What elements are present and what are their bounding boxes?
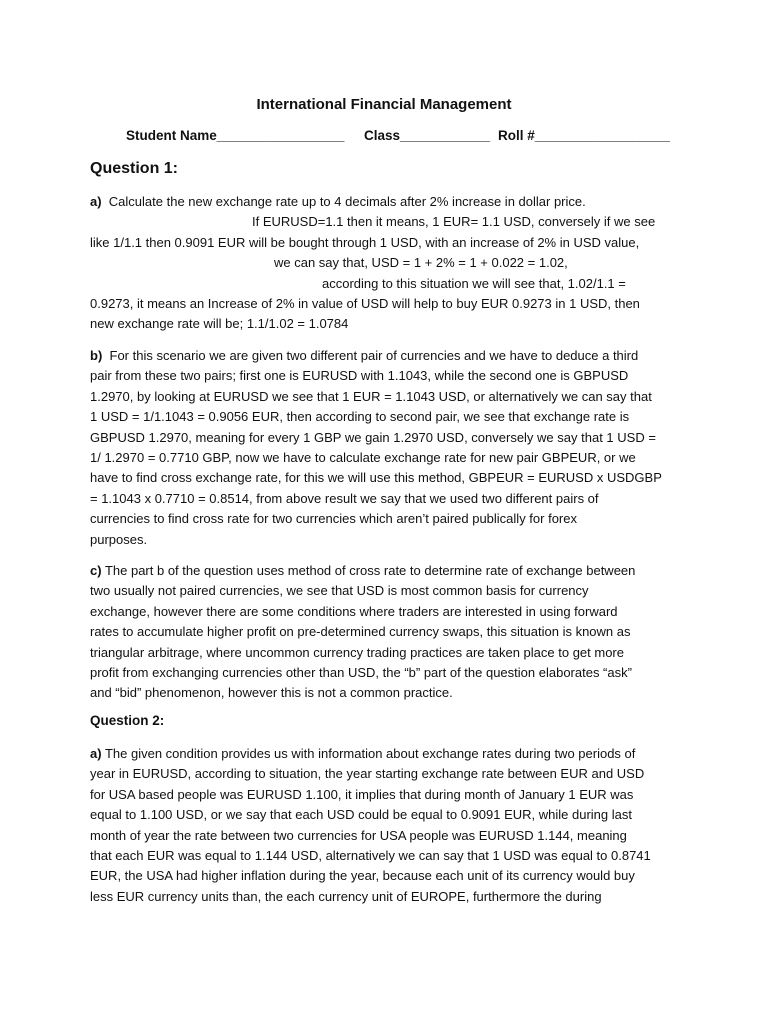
q1-part-a [90,192,680,335]
question-1-heading: Question 1: [90,160,179,177]
text-line: a) The given condition provides us with information about exchange rates during two periods of [90,746,636,761]
text-line: and “bid” phenomenon, however this is not a common practice. [90,685,453,701]
text-line: like 1/1.1 then 0.9091 EUR will be bought through 1 USD, with an increase of 2% in USD value, [90,234,640,250]
q1-part-b [90,346,680,550]
page-title: International Financial Management [256,96,512,113]
text-line: a) Calculate the new exchange rate up to 4 decimals after 2% increase in dollar price. [90,194,586,209]
text-line: c) The part b of the question uses method of cross rate to determine rate of exchange between [90,563,636,578]
roll-number-field: Roll #__________________ [498,128,670,143]
text-line: If EURUSD=1.1 then it means, 1 EUR= 1.1 USD, conversely if we see [252,214,656,230]
text-line: two usually not paired currencies, we see that USD is most common basis for currency [90,583,589,599]
class-field: Class____________ [364,128,491,143]
text-line: 1/ 1.2970 = 0.7710 GBP, now we have to calculate exchange rate for new pair GBPEUR, or we [90,450,636,466]
text-line: GBPUSD 1.2970, meaning for every 1 GBP we gain 1.2970 USD, conversely we say that 1 USD = [90,429,656,445]
part-label: b) [90,348,103,363]
text-line: that each EUR was equal to 1.144 USD, alternatively we can say that 1 USD was equal to 0.8741 [90,848,651,864]
question-2-heading: Question 2: [90,713,165,728]
q2-part-a [90,744,680,907]
text-line: month of year the rate between two currencies for USA people was EURUSD 1.144, meaning [90,827,627,843]
q1-part-c [90,561,680,704]
student-name-field: Student Name_________________ [126,128,345,143]
text-line: pair from these two pairs; first one is EURUSD with 1.1043, while the second one is GBPUSD [90,368,629,384]
text-line: new exchange rate will be; 1.1/1.02 = 1.0784 [90,316,349,332]
text-line: triangular arbitrage, where uncommon currency trading practices are taken place to get more [90,644,624,660]
text-line: exchange, however there are some conditions where traders are interested in using forward [90,603,618,619]
part-label: a) [90,194,102,209]
part-label: a) [90,746,102,761]
text-line: according to this situation we will see that, 1.02/1.1 = [322,275,626,291]
text-line: equal to 1.100 USD, or we say that each USD could be equal to 0.9091 EUR, while during last [90,807,632,823]
text-line: currencies to find cross rate for two currencies which aren’t paired publically for forex [90,511,577,527]
text-line: = 1.1043 x 0.7710 = 0.8514, from above result we say that we used two different pairs of [90,490,599,506]
part-label: c) [90,563,102,578]
text-line: purposes. [90,531,148,547]
text-line: have to find cross exchange rate, for this we will use this method, GBPEUR = EURUSD x USDGBP [90,470,662,486]
text-line: we can say that, USD = 1 + 2% = 1 + 0.022 = 1.02, [274,255,568,271]
text-line: less EUR currency units than, the each currency unit of EUROPE, furthermore the during [90,888,602,904]
text-line: b) For this scenario we are given two different pair of currencies and we have to deduce a third [90,348,639,363]
text-line: 1 USD = 1/1.1043 = 0.9056 EUR, then according to second pair, we see that exchange rate is [90,409,630,425]
text-line: 0.9273, it means an Increase of 2% in value of USD will help to buy EUR 0.9273 in 1 USD, then [90,296,640,312]
text-line: year in EURUSD, according to situation, the year starting exchange rate between EUR and USD [90,766,645,782]
text-line: for USA based people was EURUSD 1.100, it implies that during month of January 1 EUR was [90,786,634,802]
text-line: profit from exchanging currencies other than USD, the “b” part of the question elaborates “ask” [90,665,632,681]
text-line: 1.2970, by looking at EURUSD we see that 1 EUR = 1.1043 USD, or alternatively we can say that [90,388,652,404]
text-line: rates to accumulate higher profit on pre-determined currency swaps, this situation is known as [90,624,631,640]
text-line: EUR, the USA had higher inflation during the year, because each unit of its currency would buy [90,868,635,884]
